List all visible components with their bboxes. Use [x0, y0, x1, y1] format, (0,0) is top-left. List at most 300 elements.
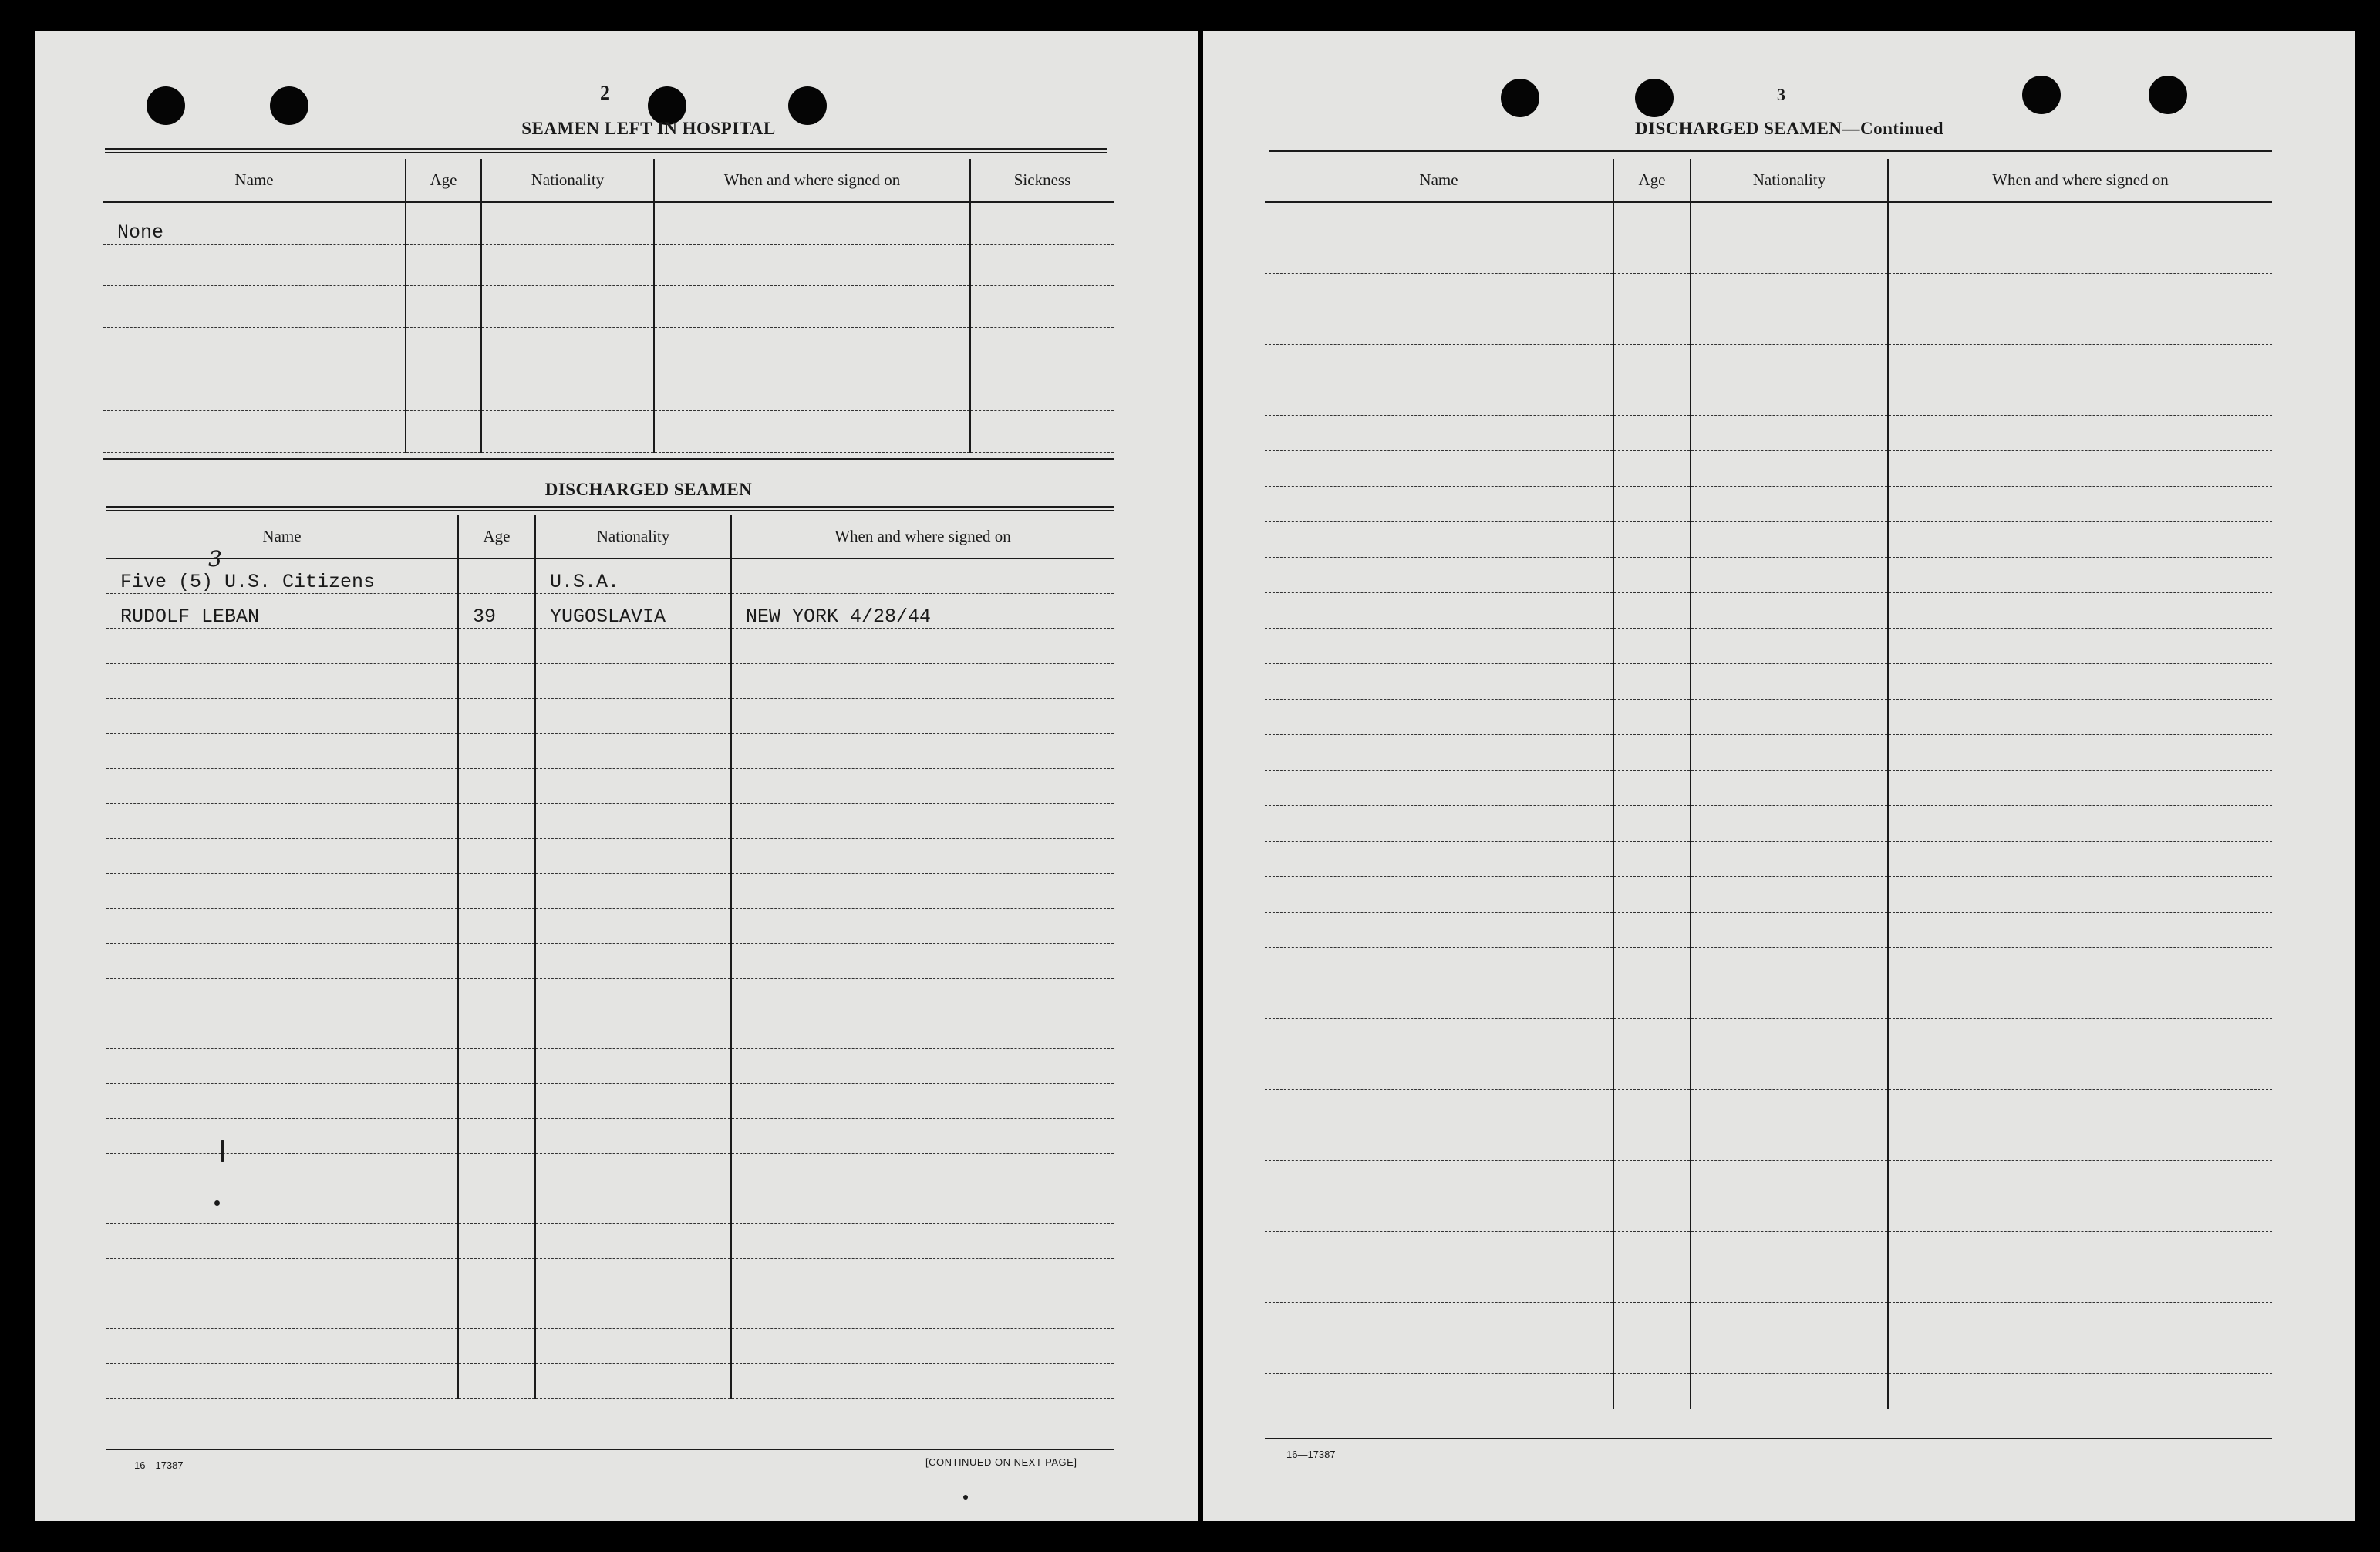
table-row	[1265, 734, 2272, 770]
table-cell	[1888, 628, 2272, 663]
table-cell	[458, 1154, 535, 1189]
table-row	[106, 593, 1114, 628]
table-cell	[1613, 309, 1691, 344]
form-code: 16—17387	[134, 1459, 184, 1471]
table-cell	[1265, 415, 1613, 450]
table-cell	[1265, 202, 1613, 238]
table-cell	[1265, 663, 1613, 699]
table-cell	[654, 369, 970, 410]
discharged-header-row	[106, 515, 1114, 558]
table-cell	[1691, 1054, 1888, 1089]
table-row	[1265, 1267, 2272, 1302]
table-cell	[1265, 770, 1613, 805]
table-cell	[731, 768, 1114, 803]
continued-header-row	[1265, 159, 2272, 202]
table-cell	[1265, 805, 1613, 841]
table-cell	[1691, 521, 1888, 557]
table-cell	[458, 1084, 535, 1118]
table-cell	[1265, 1373, 1613, 1409]
table-cell	[458, 663, 535, 698]
table-cell	[1691, 344, 1888, 380]
table-row	[106, 909, 1114, 943]
table-cell	[106, 909, 458, 943]
table-cell	[458, 1329, 535, 1364]
column-header: Age	[458, 515, 535, 558]
continued-bottom-rule	[1265, 1438, 2272, 1439]
table-cell	[1613, 734, 1691, 770]
table-cell	[1613, 983, 1691, 1018]
table-row	[1265, 592, 2272, 628]
table-cell	[458, 629, 535, 663]
table-row	[106, 1259, 1114, 1294]
table-cell	[106, 1118, 458, 1153]
table-cell	[458, 1223, 535, 1258]
table-cell	[458, 979, 535, 1014]
table-cell	[535, 874, 731, 909]
table-cell	[970, 244, 1114, 285]
table-cell	[458, 1294, 535, 1328]
table-cell	[458, 838, 535, 873]
discharged-table	[106, 515, 1114, 1399]
table-cell	[458, 1048, 535, 1083]
table-row	[106, 558, 1114, 593]
table-row	[1265, 344, 2272, 380]
table-cell	[1888, 486, 2272, 521]
table-cell	[1265, 486, 1613, 521]
table-cell	[1265, 734, 1613, 770]
table-row	[106, 838, 1114, 873]
table-cell	[1888, 450, 2272, 486]
table-cell	[1691, 557, 1888, 592]
table-cell	[1888, 770, 2272, 805]
table-cell	[1613, 1373, 1691, 1409]
table-cell	[731, 1154, 1114, 1189]
column-header: Age	[1613, 159, 1691, 202]
table-cell	[1691, 663, 1888, 699]
table-cell	[731, 1259, 1114, 1294]
table-cell	[731, 1294, 1114, 1328]
table-row	[1265, 805, 2272, 841]
ink-speck	[963, 1495, 968, 1500]
table-cell	[406, 202, 481, 244]
table-cell	[1691, 1373, 1888, 1409]
hospital-table	[103, 159, 1114, 453]
hospital-header-row	[103, 159, 1114, 202]
table-cell: 39	[458, 593, 535, 628]
discharged-body	[106, 558, 1114, 1398]
table-row	[1265, 770, 2272, 805]
binder-hole	[2149, 76, 2187, 114]
table-cell	[106, 838, 458, 873]
table-cell	[731, 943, 1114, 978]
table-cell	[1613, 557, 1691, 592]
ink-speck	[214, 1200, 220, 1206]
table-cell	[1265, 1054, 1613, 1089]
table-cell	[481, 327, 654, 369]
table-cell	[458, 1364, 535, 1398]
table-cell	[1691, 415, 1888, 450]
table-row	[1265, 1373, 2272, 1409]
table-cell	[535, 1223, 731, 1258]
table-cell	[1691, 947, 1888, 983]
column-header: When and where signed on	[1888, 159, 2272, 202]
discharged-continued-table	[1265, 159, 2272, 1409]
table-cell	[1613, 238, 1691, 273]
table-row	[1265, 1231, 2272, 1267]
table-cell	[1691, 486, 1888, 521]
table-row	[1265, 238, 2272, 273]
table-cell	[654, 327, 970, 369]
title-rule	[105, 148, 1107, 153]
table-cell	[731, 1364, 1114, 1398]
table-row	[1265, 841, 2272, 876]
ink-mark	[221, 1140, 224, 1162]
table-cell	[1613, 1338, 1691, 1373]
table-row	[1265, 415, 2272, 450]
table-cell	[1888, 592, 2272, 628]
table-row	[1265, 309, 2272, 344]
table-cell	[1265, 876, 1613, 912]
title-rule	[1269, 150, 2272, 154]
table-cell	[1265, 912, 1613, 947]
table-row	[1265, 699, 2272, 734]
table-row	[1265, 983, 2272, 1018]
table-cell	[1265, 1018, 1613, 1054]
table-cell	[1691, 592, 1888, 628]
continued-body	[1265, 202, 2272, 1409]
table-cell	[106, 629, 458, 663]
table-cell	[1613, 1054, 1691, 1089]
title-rule	[106, 506, 1114, 511]
table-cell	[1691, 983, 1888, 1018]
table-cell	[1691, 1267, 1888, 1302]
table-cell	[1888, 1089, 2272, 1125]
table-cell	[535, 1189, 731, 1223]
table-cell	[106, 768, 458, 803]
table-cell	[1265, 521, 1613, 557]
table-cell	[106, 1259, 458, 1294]
table-row	[106, 1084, 1114, 1118]
table-cell	[731, 1048, 1114, 1083]
table-cell	[106, 1014, 458, 1048]
table-cell	[481, 410, 654, 452]
table-cell	[1613, 1089, 1691, 1125]
table-row	[106, 699, 1114, 734]
table-cell	[1613, 450, 1691, 486]
table-cell	[1691, 1160, 1888, 1196]
table-cell	[1613, 521, 1691, 557]
table-cell	[535, 699, 731, 734]
table-cell	[1265, 983, 1613, 1018]
table-cell	[106, 1048, 458, 1083]
table-cell	[458, 558, 535, 593]
table-cell	[106, 1329, 458, 1364]
table-cell	[1613, 1125, 1691, 1160]
table-row	[1265, 557, 2272, 592]
table-row	[106, 979, 1114, 1014]
table-cell	[1691, 1196, 1888, 1231]
table-cell	[1888, 876, 2272, 912]
table-cell	[731, 1118, 1114, 1153]
table-cell	[1265, 238, 1613, 273]
continued-section-title	[1581, 119, 1997, 139]
table-cell	[654, 410, 970, 452]
table-row	[103, 410, 1114, 452]
table-cell	[1691, 238, 1888, 273]
table-cell	[106, 979, 458, 1014]
table-cell	[1691, 1231, 1888, 1267]
table-cell	[458, 804, 535, 838]
left-page	[35, 31, 1198, 1521]
table-cell	[106, 1154, 458, 1189]
table-cell: U.S.A.	[535, 558, 731, 593]
right-page	[1203, 31, 2355, 1521]
column-header: Nationality	[481, 159, 654, 202]
table-cell	[731, 558, 1114, 593]
binder-hole	[147, 86, 185, 125]
table-cell	[1691, 450, 1888, 486]
table-cell	[1888, 557, 2272, 592]
page-number: 2	[600, 82, 610, 104]
handwritten-correction: 3	[208, 546, 222, 572]
table-cell	[458, 699, 535, 734]
table-row	[1265, 1089, 2272, 1125]
table-cell	[106, 699, 458, 734]
table-cell	[458, 1118, 535, 1153]
table-cell	[106, 1084, 458, 1118]
table-cell	[1888, 202, 2272, 238]
table-cell	[1613, 592, 1691, 628]
table-cell	[731, 909, 1114, 943]
table-cell	[1691, 1338, 1888, 1373]
column-header: Age	[406, 159, 481, 202]
table-cell	[535, 979, 731, 1014]
table-cell	[535, 1014, 731, 1048]
page-number: 3	[1777, 85, 1785, 104]
table-row	[1265, 1125, 2272, 1160]
table-row	[106, 1048, 1114, 1083]
table-cell	[1691, 1125, 1888, 1160]
table-row	[106, 1014, 1114, 1048]
table-cell	[535, 1364, 731, 1398]
table-row	[1265, 202, 2272, 238]
table-cell	[1888, 1338, 2272, 1373]
table-cell	[1691, 380, 1888, 415]
column-header: Name	[103, 159, 406, 202]
hospital-body	[103, 202, 1114, 452]
binder-hole	[2022, 76, 2061, 114]
table-cell	[1265, 344, 1613, 380]
table-cell: Five (5) U.S. Citizens	[106, 558, 458, 593]
table-cell	[1691, 202, 1888, 238]
table-cell	[1888, 1196, 2272, 1231]
table-cell	[970, 202, 1114, 244]
table-cell	[535, 1154, 731, 1189]
table-cell	[1691, 699, 1888, 734]
table-cell	[1691, 273, 1888, 309]
table-cell	[1691, 1302, 1888, 1338]
column-header: Nationality	[535, 515, 731, 558]
table-cell	[1613, 344, 1691, 380]
table-row	[1265, 521, 2272, 557]
table-cell	[1888, 380, 2272, 415]
table-cell	[106, 804, 458, 838]
table-cell	[1265, 1196, 1613, 1231]
table-cell	[458, 943, 535, 978]
table-cell	[731, 1223, 1114, 1258]
table-cell	[1888, 734, 2272, 770]
table-cell	[1888, 1302, 2272, 1338]
table-row	[1265, 663, 2272, 699]
table-cell	[1888, 1160, 2272, 1196]
table-cell	[103, 410, 406, 452]
table-cell	[1265, 380, 1613, 415]
table-row	[1265, 628, 2272, 663]
table-cell	[458, 909, 535, 943]
table-cell	[1888, 415, 2272, 450]
table-cell	[1613, 415, 1691, 450]
table-cell	[1888, 663, 2272, 699]
table-cell	[1888, 947, 2272, 983]
column-header: Nationality	[1691, 159, 1888, 202]
table-cell	[731, 804, 1114, 838]
table-cell	[103, 369, 406, 410]
table-cell	[106, 1364, 458, 1398]
column-header: Sickness	[970, 159, 1114, 202]
table-cell	[1888, 344, 2272, 380]
table-row	[1265, 876, 2272, 912]
table-cell	[1691, 876, 1888, 912]
table-cell: NEW YORK 4/28/44	[731, 593, 1114, 628]
table-cell	[1613, 912, 1691, 947]
table-cell	[1888, 1125, 2272, 1160]
table-cell	[535, 838, 731, 873]
table-cell	[1691, 734, 1888, 770]
table-cell	[1613, 1018, 1691, 1054]
table-row	[1265, 380, 2272, 415]
table-cell	[535, 1294, 731, 1328]
table-cell	[106, 1294, 458, 1328]
table-row	[1265, 1018, 2272, 1054]
table-cell	[654, 285, 970, 327]
table-cell	[458, 1259, 535, 1294]
table-cell	[1888, 521, 2272, 557]
table-cell	[1888, 1018, 2272, 1054]
table-cell	[1888, 273, 2272, 309]
column-header: When and where signed on	[654, 159, 970, 202]
table-cell	[1613, 947, 1691, 983]
discharged-bottom-rule	[106, 1449, 1114, 1450]
table-cell	[1265, 1302, 1613, 1338]
table-cell	[106, 734, 458, 768]
table-cell	[106, 874, 458, 909]
table-cell	[731, 699, 1114, 734]
table-cell	[458, 1014, 535, 1048]
table-cell	[1613, 202, 1691, 238]
table-cell	[1691, 1018, 1888, 1054]
table-cell	[1265, 1125, 1613, 1160]
form-code: 16—17387	[1286, 1449, 1336, 1460]
table-cell	[731, 838, 1114, 873]
table-cell	[106, 1189, 458, 1223]
table-cell	[1265, 450, 1613, 486]
table-cell	[1691, 841, 1888, 876]
table-cell	[535, 1329, 731, 1364]
table-cell	[1691, 912, 1888, 947]
table-cell	[535, 768, 731, 803]
table-cell	[1613, 841, 1691, 876]
section-title-main: DISCHARGED SEAMEN	[1634, 119, 1842, 138]
table-row	[106, 1189, 1114, 1223]
table-cell	[1888, 1267, 2272, 1302]
continued-note: [CONTINUED ON NEXT PAGE]	[925, 1456, 1077, 1468]
table-cell	[481, 369, 654, 410]
table-cell	[1888, 841, 2272, 876]
table-cell	[535, 943, 731, 978]
table-row	[106, 1364, 1114, 1398]
table-cell	[1613, 1196, 1691, 1231]
table-cell	[731, 1084, 1114, 1118]
binder-hole	[1501, 79, 1539, 117]
table-cell	[731, 734, 1114, 768]
table-cell	[458, 734, 535, 768]
table-cell	[535, 1084, 731, 1118]
column-header: Name	[1265, 159, 1613, 202]
table-cell	[406, 327, 481, 369]
table-cell	[970, 285, 1114, 327]
table-cell	[1613, 1160, 1691, 1196]
table-row	[106, 804, 1114, 838]
table-row	[1265, 486, 2272, 521]
table-row	[103, 244, 1114, 285]
section-title-suffix: —Continued	[1842, 119, 1944, 138]
table-cell	[1265, 947, 1613, 983]
table-cell	[535, 1259, 731, 1294]
table-cell	[1613, 1267, 1691, 1302]
table-row	[106, 629, 1114, 663]
hospital-bottom-rule	[103, 458, 1114, 460]
table-row	[106, 1223, 1114, 1258]
table-row	[1265, 1338, 2272, 1373]
table-cell	[1613, 380, 1691, 415]
table-cell	[103, 327, 406, 369]
table-cell	[654, 244, 970, 285]
table-cell	[1265, 1267, 1613, 1302]
table-cell: RUDOLF LEBAN	[106, 593, 458, 628]
table-cell	[1265, 1231, 1613, 1267]
table-cell	[1613, 699, 1691, 734]
column-header: When and where signed on	[731, 515, 1114, 558]
table-row	[103, 202, 1114, 244]
table-cell	[1888, 1231, 2272, 1267]
table-row	[1265, 1160, 2272, 1196]
binder-hole	[1635, 79, 1674, 117]
table-cell	[970, 327, 1114, 369]
table-cell	[1613, 1302, 1691, 1338]
table-cell	[1888, 1373, 2272, 1409]
table-cell	[731, 663, 1114, 698]
table-cell	[1265, 1089, 1613, 1125]
table-cell	[535, 1118, 731, 1153]
table-cell	[731, 1329, 1114, 1364]
hospital-section-title: SEAMEN LEFT IN HOSPITAL	[521, 119, 776, 138]
table-cell	[1265, 592, 1613, 628]
table-row	[106, 1154, 1114, 1189]
table-row	[106, 874, 1114, 909]
table-row	[1265, 1302, 2272, 1338]
table-cell	[406, 410, 481, 452]
table-cell	[731, 1014, 1114, 1048]
